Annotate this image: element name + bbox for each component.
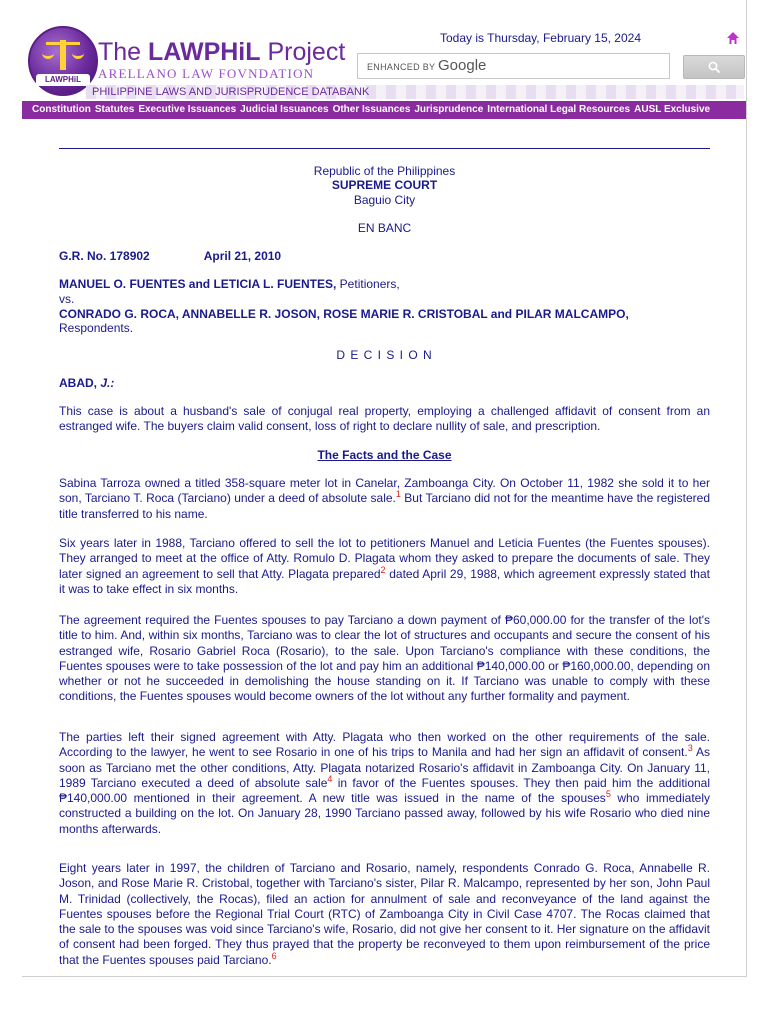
search-button[interactable]	[683, 55, 745, 79]
court-name: SUPREME COURT	[331, 178, 438, 192]
nav-ausl-exclusive[interactable]: AUSL Exclusive	[634, 104, 711, 115]
en-banc: EN BANC	[357, 221, 412, 235]
petitioners-line: MANUEL O. FUENTES and LETICIA L. FUENTES, Petitioners,	[59, 277, 400, 291]
home-icon[interactable]	[726, 31, 740, 45]
ponente: ABAD, J.:	[59, 376, 115, 390]
petitioners: MANUEL O. FUENTES and LETICIA L. FUENTES,	[59, 277, 337, 291]
enhanced-by-label: ENHANCED BY	[367, 62, 436, 72]
main-nav	[22, 101, 746, 119]
paragraph-1: Sabina Tarroza owned a titled 358-square meter lot in Canelar, Zamboanga City. On October 11, 1982 she sold it to her son, Tarciano T. Roca (Tarciano) under a deed of absolute sale.$^1$ But Tarciano did not for the meantime have the registered title transferred to his name.	[59, 476, 710, 521]
search-input[interactable]	[357, 53, 670, 79]
divider	[59, 148, 710, 149]
google-label: Google	[438, 57, 487, 74]
respondents-role: Respondents.	[59, 321, 134, 335]
paragraph-2: Six years later in 1988, Tarciano offered to sell the lot to petitioners Manuel and Leticia Fuentes (the Fuentes spouses). They arranged to meet at the office of Atty. Romulo D. Plagata whom they asked to prepare the documents of sale. They later signed an agreement to sell that Atty. Plagata prepared$^2$ dated April 29, 1988, which agreement expressly stated that it was to take effect in six months.	[59, 536, 710, 596]
footnote-link-4[interactable]: 4	[327, 773, 333, 784]
versus: vs.	[59, 292, 75, 306]
nav-international-legal-resources[interactable]: International Legal Resources	[487, 104, 631, 115]
republic-line: Republic of the Philippines	[313, 164, 456, 178]
paragraph-5: Eight years later in 1997, the children of Tarciano and Rosario, namely, respondents Conrado G. Roca, Annabelle R. Joson, and Rose Marie R. Cristobal, together with Tarciano's sister, Pilar R. Malcampo, represented by her son, John Paul M. Trinidad (collectively, the Rocas), filed an action for annulment of sale and reconveyance of the land against the Fuentes spouses before the Regional Trial Court (RTC) of Zamboanga City in Civil Case 4707. The Rocas claimed that the sale to the spouses was void since Tarciano's wife, Rosario, did not give her consent to it. Her signature on the affidavit of consent had been forged. They thus prayed that the property be reconveyed to them upon reimbursement of the price that the Fuentes spouses paid Tarciano.$^6$	[59, 861, 710, 967]
nav-statutes[interactable]: Statutes	[94, 104, 135, 115]
footnote-link-6[interactable]: 6	[271, 950, 277, 961]
databank-label: PHILIPPINE LAWS AND JURISPRUDENCE DATABANK	[92, 86, 370, 98]
site-title[interactable]: The LAWPHiL Project	[98, 38, 346, 66]
gr-number: G.R. No. 178902	[59, 249, 150, 263]
footnote-link-2[interactable]: 2	[380, 564, 386, 575]
court-city: Baguio City	[353, 193, 416, 207]
footnote-link-3[interactable]: 3	[687, 743, 693, 754]
paragraph-3: The agreement required the Fuentes spouses to pay Tarciano a down payment of ₱60,000.00 for the transfer of the lot's title to him. And, within six months, Tarciano was to clear the lot of structures and occupants and secure the consent of his estranged wife, Rosario Gabriel Roca (Rosario), to the sale. Upon Tarciano's compliance with these conditions, the Fuentes spouses were to take possession of the lot and pay him an additional ₱140,000.00 or ₱160,000.00, depending on whether or not he succeeded in demolishing the house standing on it. If Tarciano was unable to comply with these conditions, the Fuentes spouses would become owners of the lot without any further formality and payment.	[59, 613, 710, 704]
decision-date: April 21, 2010	[203, 249, 282, 263]
nav-jurisprudence[interactable]: Jurisprudence	[414, 104, 484, 115]
nav-judicial-issuances[interactable]: Judicial Issuances	[240, 104, 329, 115]
footnote-link-1[interactable]: 1	[395, 489, 401, 500]
search-icon	[708, 61, 721, 74]
nav-constitution[interactable]: Constitution	[32, 104, 91, 115]
decision-heading: D E C I S I O N	[336, 348, 433, 362]
paragraph-4: The parties left their signed agreement with Atty. Plagata who then worked on the other requirements of the sale. According to the lawyer, he went to see Rosario in one of his trips to Manila and had her sign an affidavit of consent.$^3$ As soon as Tarciano met the other conditions, Atty. Plagata notarized Rosario's affidavit in Zamboanga City. On January 11, 1989 Tarciano executed a deed of absolute sale$^4$ in favor of the Fuentes spouses. They then paid him the additional ₱140,000.00 mentioned in their agreement. A new title was issued in the name of the spouses$^5$ who immediately constructed a building on the lot. On January 28, 1990 Tarciano passed away, followed by his wife Rosario who died nine months afterwards.	[59, 730, 711, 836]
section-title: The Facts and the Case	[317, 448, 452, 462]
site-subtitle: ARELLANO LAW FOVNDATION	[98, 66, 315, 81]
case-number-line	[59, 249, 710, 263]
logo-banner-text: LAWPHiL	[36, 74, 90, 86]
respondents: CONRADO G. ROCA, ANNABELLE R. JOSON, ROSE MARIE R. CRISTOBAL and PILAR MALCAMPO,	[59, 307, 629, 321]
footnote-link-5[interactable]: 5	[605, 789, 611, 800]
nav-other-issuances[interactable]: Other Issuances	[332, 104, 411, 115]
current-date: Today is Thursday, February 15, 2024	[440, 31, 641, 45]
nav-executive-issuances[interactable]: Executive Issuances	[138, 104, 237, 115]
intro-paragraph: This case is about a husband's sale of conjugal real property, employing a challenged affidavit of consent from an estranged wife. The buyers claim valid consent, loss of right to declare nullity of sale, and prescription.	[59, 404, 710, 434]
